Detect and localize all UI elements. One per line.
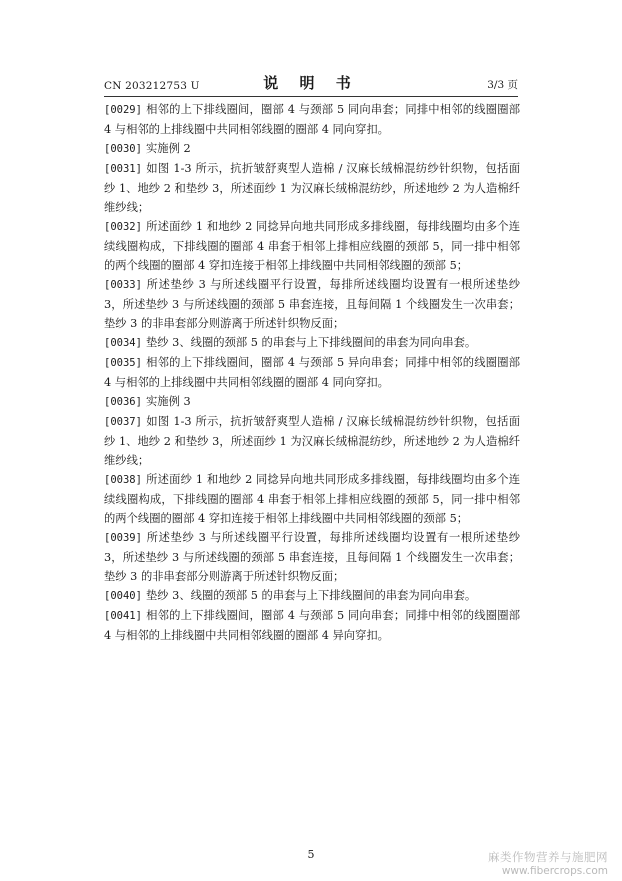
watermark xyxy=(468,850,608,878)
paragraph-number: [0038] xyxy=(104,474,142,486)
paragraph-number: [0039] xyxy=(104,532,142,544)
paragraph-number: [0036] xyxy=(104,396,142,408)
paragraph xyxy=(104,353,520,392)
paragraph-text: 所述面纱 1 和地纱 2 同捻异向地共同形成多排线圈，每排线圈均由多个连续线圈构成，下排线圈的圈部 4 串套于相邻上排相应线圈的颈部 5，同一排中相邻的两个线圈的圈部 4 穿扣连接于相邻上排线圈中共同相邻线圈的颈部 5； xyxy=(104,473,520,525)
paragraph xyxy=(104,275,520,333)
paragraph xyxy=(104,528,520,586)
page-of: 3/3 页 xyxy=(487,79,518,91)
paragraph-number: [0040] xyxy=(104,590,142,602)
watermark-site-name: 麻类作物营养与施肥网 xyxy=(488,850,608,864)
paragraph-text: 垫纱 3、线圈的颈部 5 的串套与上下排线圈间的串套为同向串套。 xyxy=(146,589,477,602)
page-header xyxy=(104,74,518,96)
paragraph xyxy=(104,412,520,470)
paragraph-text: 所述垫纱 3 与所述线圈平行设置，每排所述线圈均设置有一根所述垫纱 3，所述垫纱 3 与所述线圈的颈部 5 串套连接，且每间隔 1 个线圈发生一次串套；垫纱 3 的非串套部分则游离于所述针织物反面； xyxy=(104,531,520,583)
paragraph-text: 实施例 2 xyxy=(146,142,191,155)
paragraph-text: 如图 1-3 所示，抗折皱舒爽型人造棉 / 汉麻长绒棉混纺纱针织物，包括面纱 1、地纱 2 和垫纱 3，所述面纱 1 为汉麻长绒棉混纺纱，所述地纱 2 为人造棉纤维纱线； xyxy=(104,162,520,214)
paragraph-number: [0037] xyxy=(104,416,142,428)
paragraph xyxy=(104,139,520,159)
paragraph-text: 相邻的上下排线圈间，圈部 4 与颈部 5 同向串套；同排中相邻的线圈圈部 4 与相邻的上排线圈中共同相邻线圈的圈部 4 异向穿扣。 xyxy=(104,609,520,642)
doc-number: CN 203212753 U xyxy=(104,80,200,92)
paragraph-text: 实施例 3 xyxy=(146,395,191,408)
page-number: 5 xyxy=(307,848,315,861)
paragraph-number: [0029] xyxy=(104,104,142,116)
paragraph-text: 相邻的上下排线圈间，圈部 4 与颈部 5 同向串套；同排中相邻的线圈圈部 4 与相邻的上排线圈中共同相邻线圈的圈部 4 同向穿扣。 xyxy=(104,103,520,136)
paragraph xyxy=(104,392,520,412)
paragraph xyxy=(104,159,520,217)
paragraph-text: 相邻的上下排线圈间，圈部 4 与颈部 5 异向串套；同排中相邻的线圈圈部 4 与相邻的上排线圈中共同相邻线圈的圈部 4 同向穿扣。 xyxy=(104,356,520,389)
paragraph-text: 所述垫纱 3 与所述线圈平行设置，每排所述线圈均设置有一根所述垫纱 3，所述垫纱 3 与所述线圈的颈部 5 串套连接，且每间隔 1 个线圈发生一次串套；垫纱 3 的非串套部分则游离于所述针织物反面； xyxy=(104,278,520,330)
document-body xyxy=(104,100,520,645)
paragraph xyxy=(104,333,520,353)
header-rule xyxy=(104,96,518,97)
paragraph-number: [0041] xyxy=(104,610,142,622)
paragraph-number: [0031] xyxy=(104,163,142,175)
paragraph-text: 所述面纱 1 和地纱 2 同捻异向地共同形成多排线圈，每排线圈均由多个连续线圈构成，下排线圈的圈部 4 串套于相邻上排相应线圈的颈部 5，同一排中相邻的两个线圈的圈部 4 穿扣连接于相邻上排线圈中共同相邻线圈的颈部 5； xyxy=(104,220,520,272)
paragraph-number: [0034] xyxy=(104,337,142,349)
paragraph xyxy=(104,606,520,645)
paragraph-number: [0033] xyxy=(104,279,142,291)
paragraph-text: 如图 1-3 所示，抗折皱舒爽型人造棉 / 汉麻长绒棉混纺纱针织物，包括面纱 1、地纱 2 和垫纱 3，所述面纱 1 为汉麻长绒棉混纺纱，所述地纱 2 为人造棉纤维纱线； xyxy=(104,415,520,467)
doc-title: 说 明 书 xyxy=(263,74,359,92)
paragraph xyxy=(104,100,520,139)
paragraph xyxy=(104,586,520,606)
paragraph xyxy=(104,217,520,275)
paragraph-number: [0032] xyxy=(104,221,142,233)
watermark-url: www.fibercrops.com xyxy=(501,865,608,877)
paragraph-text: 垫纱 3、线圈的颈部 5 的串套与上下排线圈间的串套为同向串套。 xyxy=(146,336,477,349)
paragraph-number: [0030] xyxy=(104,143,142,155)
paragraph-number: [0035] xyxy=(104,357,142,369)
paragraph xyxy=(104,470,520,528)
